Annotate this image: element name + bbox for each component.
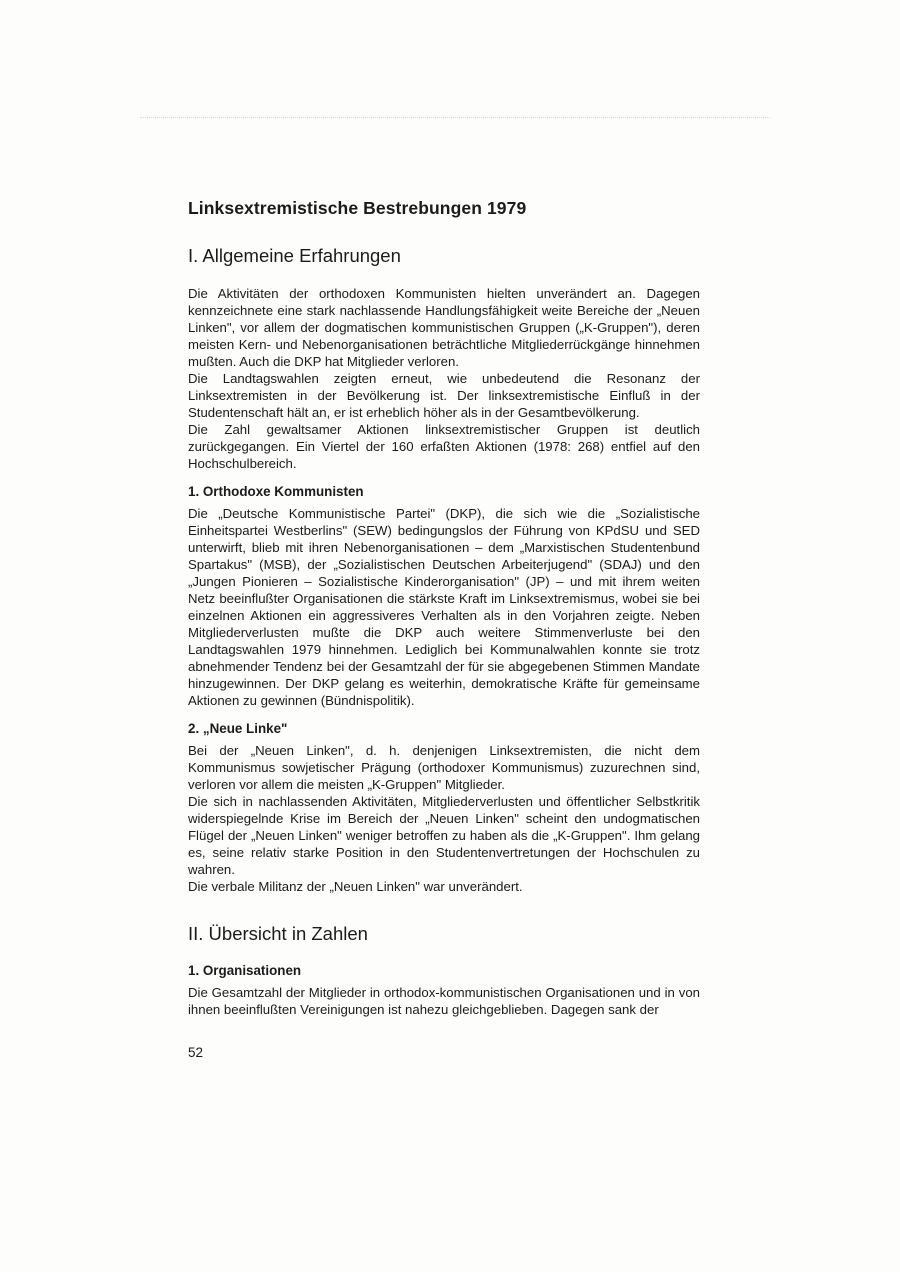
section-heading-orthodoxe-kommunisten: 1. Orthodoxe Kommunisten: [188, 484, 364, 499]
section-heading-organisationen: 1. Organisationen: [188, 963, 302, 978]
paragraph: Bei der „Neuen Linken", d. h. denjenigen Linksextremisten, die nicht dem Kommunismus sowjetischer Prägung (orthodoxer Kommunismus) zuzurechnen sind, verloren vor allem die meisten „K-Gruppen" Mitglieder.: [188, 743, 700, 792]
page-number: 52: [188, 1045, 204, 1060]
paragraph: Die verbale Militanz der „Neuen Linken" war unverändert.: [188, 879, 523, 894]
paragraph: Die Gesamtzahl der Mitglieder in orthodox-kommunistischen Organisationen und in von ihnen beeinflußten Vereinigungen ist nahezu gleichgeblieben. Dagegen sank der: [188, 985, 700, 1017]
paragraph: Die Zahl gewaltsamer Aktionen linksextremistischer Gruppen ist deutlich zurückgegangen. Ein Viertel der 160 erfaßten Aktionen (1978: 268) entfiel auf den Hochschulbereich.: [188, 422, 700, 471]
paragraph: Die „Deutsche Kommunistische Partei" (DKP), die sich wie die „Sozialistische Einheitspartei Westberlins" (SEW) bedingungslos der Führung von KPdSU und SED unterwirft, blieb mit ihren Nebenorganisationen – dem „Marxistischen Studentenbund Spartakus" (MSB), der „Sozialistischen Deutschen Arbeiterjugend" (SDAJ) und den „Jungen Pionieren – Sozialistische Kinderorganisation" (JP) – und mit ihrem weiten Netz beeinflußter Organisationen die stärkste Kraft im Linksextremismus, wobei sie bei einzelnen Aktionen ein aggressiveres Verhalten als in den Vorjahren zeigte. Neben Mitgliederverlusten mußte die DKP auch weitere Stimmenverluste bei den Landtagswahlen 1979 hinnehmen. Lediglich bei Kommunalwahlen konnte sie trotz abnehmender Tendenz bei der Gesamtzahl der für sie abgegebenen Stimmen Mandate hinzugewinnen. Der DKP gelang es weiterhin, demokratische Kräfte für gemeinsame Aktionen zu gewinnen (Bündnispolitik).: [188, 506, 700, 708]
scan-artifact-line: [140, 117, 770, 118]
section-body-neue-linke: [188, 742, 700, 895]
chapter-heading-allgemeine-erfahrungen: I. Allgemeine Erfahrungen: [188, 245, 401, 266]
document-title: Linksextremistische Bestrebungen 1979: [188, 198, 527, 218]
paragraph: Die sich in nachlassenden Aktivitäten, Mitgliederverlusten und öffentlicher Selbstkritik widerspiegelnde Krise im Bereich der „Neuen Linken" scheint den undogmatischen Flügel der „Neuen Linken" weniger betroffen zu haben als die „K-Gruppen". Ihm gelang es, seine relativ starke Position in den Studentenvertretungen der Hochschulen zu wahren.: [188, 794, 700, 877]
paragraph: Die Aktivitäten der orthodoxen Kommunisten hielten unverändert an. Dagegen kennzeichnete eine stark nachlassende Handlungsfähigkeit weite Bereiche der „Neuen Linken", vor allem der dogmatischen kommunistischen Gruppen („K-Gruppen"), deren meisten Kern- und Nebenorganisationen beträchtliche Mitgliederrückgänge hinnehmen mußten. Auch die DKP hat Mitglieder verloren.: [188, 286, 700, 369]
section-heading-neue-linke: 2. „Neue Linke": [188, 721, 288, 736]
page-content: [188, 198, 700, 1026]
intro-paragraphs: [188, 285, 700, 472]
section-body-organisationen: [188, 984, 700, 1018]
chapter-heading-uebersicht-in-zahlen: II. Übersicht in Zahlen: [188, 923, 368, 944]
paragraph: Die Landtagswahlen zeigten erneut, wie unbedeutend die Resonanz der Linksextremisten in der Bevölkerung ist. Der linksextremistische Einfluß in der Studentenschaft hält an, er ist erheblich höher als in der Gesamtbevölkerung.: [188, 371, 700, 420]
section-body-orthodoxe-kommunisten: [188, 505, 700, 709]
